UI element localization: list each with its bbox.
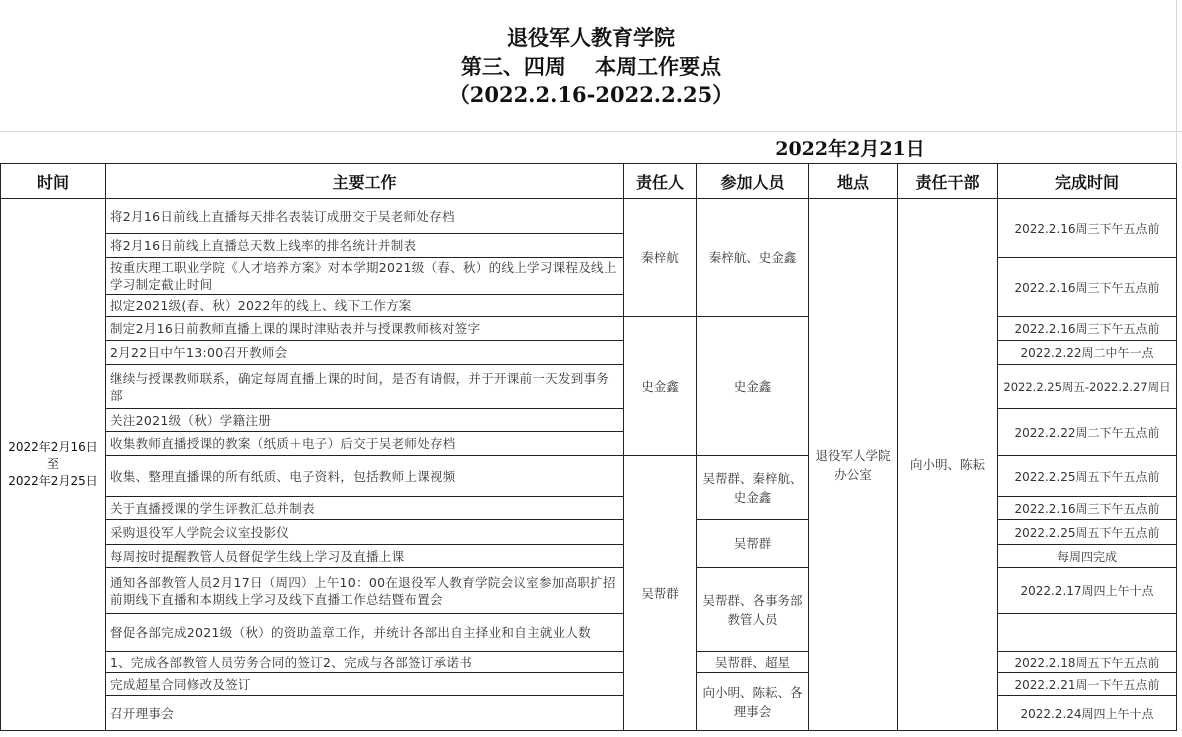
- deadline-cell: 2022.2.16周三下午五点前: [997, 198, 1177, 258]
- cadre-cell: 向小明、陈耘: [897, 198, 998, 731]
- task-cell: 按重庆理工职业学院《人才培养方案》对本学期2021级（春、秋）的线上学习课程及线上学习制定截止时间: [105, 257, 624, 295]
- time-range-end: 2022年2月25日: [8, 474, 98, 488]
- date-range-title: （2022.2.16-2022.2.25）: [448, 82, 734, 107]
- column-header-cadre: 责任干部: [897, 163, 998, 199]
- column-header-participants: 参加人员: [696, 163, 809, 199]
- time-range-cell: [0, 198, 106, 731]
- time-range-mid: 至: [46, 457, 59, 471]
- deadline-cell: 2022.2.25周五下午五点前: [997, 519, 1177, 545]
- participants-cell: 吴帮群、超星: [696, 651, 809, 673]
- sheet-gridline: [1176, 0, 1177, 163]
- task-cell: 采购退役军人学院会议室投影仪: [105, 519, 624, 545]
- column-header-time: 时间: [0, 163, 106, 199]
- task-cell: 制定2月16日前教师直播上课的课时津贴表并与授课教师核对签字: [105, 316, 624, 341]
- participants-cell: 吴帮群: [696, 519, 809, 568]
- page-subtitle: 第三、四周 本周工作要点: [460, 54, 722, 79]
- location-cell: 退役军人学院办公室: [808, 198, 898, 731]
- task-cell: 通知各部教管人员2月17日（周四）上午10：00在退役军人教育学院会议室参加高职扩招前期线下直播和本期线上学习及线下直播工作总结暨布置会: [105, 567, 624, 614]
- task-cell: 关注2021级（秋）学籍注册: [105, 408, 624, 432]
- task-cell: 关于直播授课的学生评教汇总并制表: [105, 496, 624, 520]
- deadline-cell: 2022.2.22周二中午一点: [997, 340, 1177, 365]
- task-cell: 督促各部完成2021级（秋）的资助盖章工作，并统计各部出自主择业和自主就业人数: [105, 613, 624, 652]
- column-header-work: 主要工作: [105, 163, 624, 199]
- owner-cell: 秦梓航: [623, 198, 697, 317]
- deadline-cell: 每周四完成: [997, 544, 1177, 568]
- deadline-cell: 2022.2.16周三下午五点前: [997, 257, 1177, 317]
- task-cell: 收集、整理直播课的所有纸质、电子资料，包括教师上课视频: [105, 455, 624, 497]
- task-cell: 完成超星合同修改及签订: [105, 672, 624, 696]
- participants-cell: 秦梓航、史金鑫: [696, 198, 809, 317]
- deadline-cell: 2022.2.25周五-2022.2.27周日: [997, 364, 1177, 409]
- deadline-cell: 2022.2.16周三下午五点前: [997, 496, 1177, 520]
- task-cell: 拟定2021级(春、秋）2022年的线上、线下工作方案: [105, 294, 624, 317]
- column-header-owner: 责任人: [623, 163, 697, 199]
- task-cell: 每周按时提醒教管人员督促学生线上学习及直播上课: [105, 544, 624, 568]
- column-header-deadline: 完成时间: [997, 163, 1177, 199]
- deadline-cell: 2022.2.17周四上午十点: [997, 567, 1177, 614]
- participants-cell: 吴帮群、各事务部教管人员: [696, 567, 809, 652]
- deadline-cell: 2022.2.24周四上午十点: [997, 695, 1177, 731]
- page-title: 退役军人教育学院: [507, 25, 675, 50]
- deadline-cell: [997, 613, 1177, 652]
- deadline-cell: 2022.2.16周三下午五点前: [997, 316, 1177, 341]
- task-cell: 将2月16日前线上直播每天排名表装订成册交于吴老师处存档: [105, 198, 624, 234]
- column-header-location: 地点: [808, 163, 898, 199]
- task-cell: 收集教师直播授课的教案（纸质＋电子）后交于吴老师处存档: [105, 431, 624, 456]
- deadline-cell: 2022.2.22周二下午五点前: [997, 408, 1177, 456]
- deadline-cell: 2022.2.25周五下午五点前: [997, 455, 1177, 497]
- time-range-start: 2022年2月16日: [8, 440, 98, 454]
- owner-cell: 史金鑫: [623, 316, 697, 456]
- task-cell: 继续与授课教师联系，确定每周直播上课的时间，是否有请假，并于开课前一天发到事务部: [105, 364, 624, 409]
- work-plan-table: [0, 163, 1176, 735]
- deadline-cell: 2022.2.18周五下午五点前: [997, 651, 1177, 673]
- task-cell: 召开理事会: [105, 695, 624, 731]
- participants-cell: 向小明、陈耘、各理事会: [696, 672, 809, 731]
- report-date: 2022年2月21日: [775, 138, 925, 160]
- participants-cell: 史金鑫: [696, 316, 809, 456]
- participants-cell: 吴帮群、秦梓航、史金鑫: [696, 455, 809, 520]
- task-cell: 2月22日中午13:00召开教师会: [105, 340, 624, 365]
- owner-cell: 吴帮群: [623, 455, 697, 731]
- task-cell: 1、完成各部教管人员劳务合同的签订2、完成与各部签订承诺书: [105, 651, 624, 673]
- task-cell: 将2月16日前线上直播总天数上线率的排名统计并制表: [105, 233, 624, 258]
- deadline-cell: 2022.2.21周一下午五点前: [997, 672, 1177, 696]
- sheet-gridline: [0, 131, 1182, 132]
